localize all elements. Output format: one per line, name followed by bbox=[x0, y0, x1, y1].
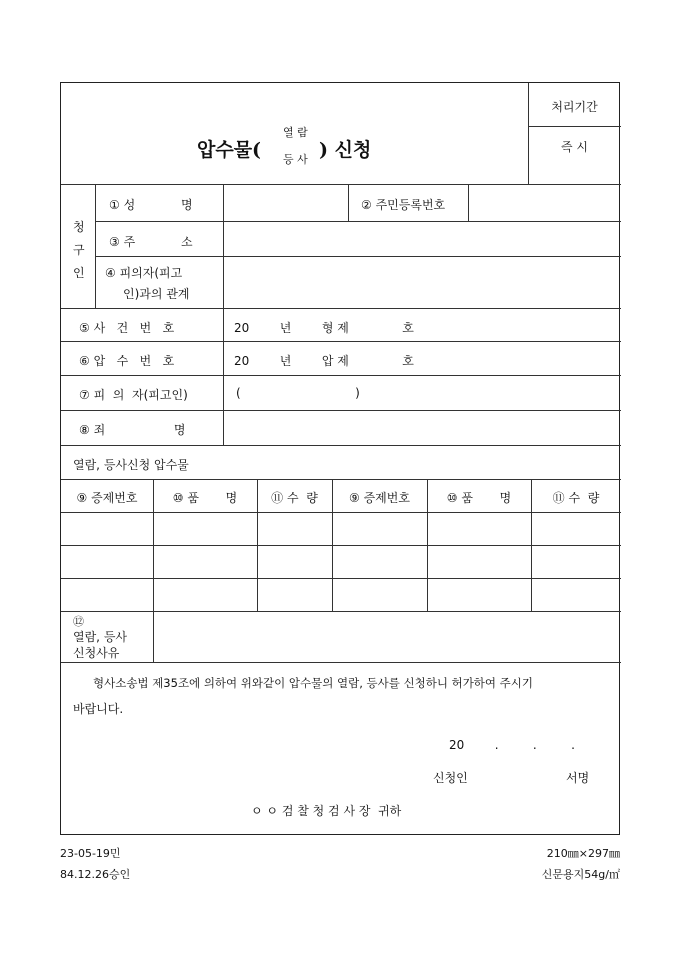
date-field[interactable]: 20 . . . bbox=[449, 738, 575, 752]
col-header-quantity-1: ⑪ 수 량 bbox=[271, 491, 318, 505]
reason-number: ⑫ bbox=[73, 615, 84, 628]
paper-type: 신문용지54g/㎡ bbox=[541, 868, 620, 881]
signature-label: 서명 bbox=[566, 771, 590, 785]
resident-number-label: ② 주민등록번호 bbox=[361, 198, 446, 212]
page-title-suffix: ) 신청 bbox=[319, 139, 372, 161]
seizure-number-value[interactable]: 20 년 압 제 호 bbox=[234, 354, 414, 368]
name-label: ① 성 명 bbox=[109, 198, 193, 212]
statement-line1: 형사소송법 제35조에 의하여 위와같이 압수물의 열람, 등사를 신청하니 허가하여 주시기 bbox=[93, 676, 533, 690]
form-number: 23-05-19민 bbox=[60, 847, 121, 860]
applicant-side-label-1: 청 bbox=[73, 220, 85, 234]
crime-field[interactable] bbox=[224, 411, 620, 444]
title-option-view: 열 람 bbox=[283, 126, 308, 139]
statement-line2: 바랍니다. bbox=[73, 702, 124, 716]
relation-field[interactable] bbox=[224, 257, 620, 307]
recipient-line: ㅇ ㅇ 검 찰 청 검 사 장 귀하 bbox=[251, 804, 402, 818]
suspect-label: ⑦ 피 의 자(피고인) bbox=[79, 388, 188, 402]
seizure-number-label: ⑥ 압 수 번 호 bbox=[79, 354, 175, 368]
applicant-sign-label: 신청인 bbox=[433, 771, 468, 785]
case-number-value[interactable]: 20 년 형 제 호 bbox=[234, 321, 414, 335]
items-section-title: 열람, 등사신청 압수물 bbox=[73, 458, 189, 472]
applicant-side-label-2: 구 bbox=[73, 243, 85, 257]
address-field[interactable] bbox=[224, 222, 620, 255]
resident-number-field[interactable] bbox=[469, 185, 620, 220]
processing-period-label: 처리기간 bbox=[551, 100, 598, 114]
table-row[interactable] bbox=[61, 513, 621, 544]
title-option-copy: 등 사 bbox=[283, 153, 308, 166]
applicant-side-label-3: 인 bbox=[73, 266, 85, 280]
suspect-value[interactable]: ( ) bbox=[236, 386, 360, 400]
processing-period-value: 즉 시 bbox=[561, 140, 588, 154]
relation-label-line1: ④ 피의자(피고 bbox=[105, 266, 183, 280]
relation-label-line2: 인)과의 관계 bbox=[123, 287, 190, 301]
address-label: ③ 주 소 bbox=[109, 235, 193, 249]
reason-label-line2: 신청사유 bbox=[73, 646, 120, 660]
col-header-quantity-2: ⑪ 수 량 bbox=[552, 491, 600, 505]
reason-label-line1: 열람, 등사 bbox=[73, 630, 127, 644]
name-field[interactable] bbox=[224, 185, 347, 220]
col-header-exhibit-no-2: ⑨ 증제번호 bbox=[349, 491, 410, 505]
approval-date: 84.12.26승인 bbox=[60, 868, 131, 881]
table-row[interactable] bbox=[61, 579, 621, 610]
crime-label: ⑧ 죄 명 bbox=[79, 423, 186, 437]
page-title-prefix: 압수물( bbox=[197, 139, 262, 161]
col-header-item-name-2: ⑩ 품 명 bbox=[446, 491, 512, 505]
case-number-label: ⑤ 사 건 번 호 bbox=[79, 321, 175, 335]
reason-field[interactable] bbox=[154, 612, 620, 661]
application-form bbox=[60, 82, 620, 835]
col-header-item-name-1: ⑩ 품 명 bbox=[172, 491, 238, 505]
col-header-exhibit-no-1: ⑨ 증제번호 bbox=[76, 491, 138, 505]
table-row[interactable] bbox=[61, 546, 621, 577]
paper-size: 210㎜×297㎜ bbox=[546, 847, 620, 860]
